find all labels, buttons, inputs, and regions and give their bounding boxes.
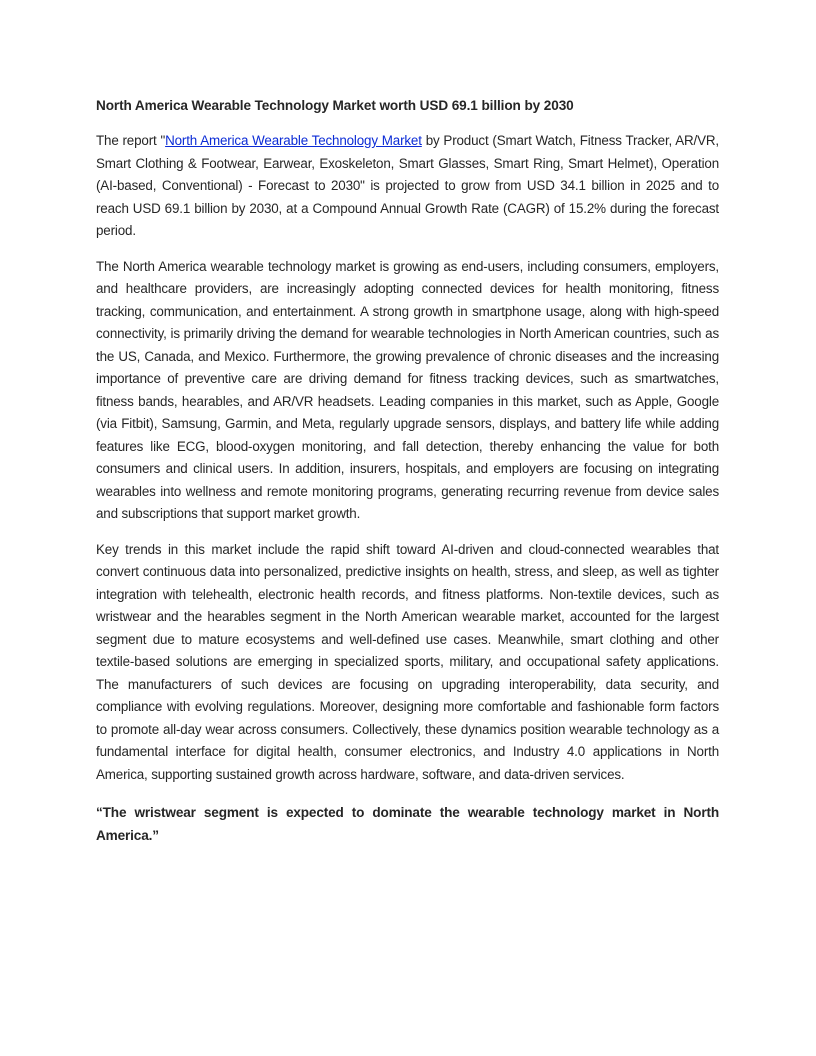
intro-prefix: The report "	[96, 133, 166, 148]
intro-paragraph	[96, 130, 719, 243]
intro-suffix: by Product (Smart Watch, Fitness Tracker, AR/VR, Smart Clothing & Footwear, Earwear, Exoskeleton, Smart Glasses, Smart Ring, Smart Helmet), Operation (AI-based, Conventional) - Forecast to 2030" is projected to grow from USD 34.1 billion in 2025 and to reach USD 69.1 billion by 2030, at a Compound Annual Growth Rate (CAGR) of 15.2% during the forecast period.	[96, 133, 719, 238]
report-link[interactable]: North America Wearable Technology Market	[165, 133, 422, 148]
document-title: North America Wearable Technology Market worth USD 69.1 billion by 2030	[96, 98, 574, 113]
key-trends-paragraph: Key trends in this market include the rapid shift toward AI-driven and cloud-connected wearables that convert continuous data into personalized, predictive insights on health, stress, and sleep, as well as tighter integration with telehealth, electronic health records, and fitness platforms. Non-textile devices, such as wristwear and the hearables segment in the North American wearable market, accounted for the largest segment due to mature ecosystems and well-defined use cases. Meanwhile, smart clothing and other textile-based solutions are emerging in specialized sports, military, and occupational safety applications. The manufacturers of such devices are focusing on upgrading interoperability, data security, and compliance with evolving regulations. Moreover, designing more comfortable and fashionable form factors to promote all-day wear across consumers. Collectively, these dynamics position wearable technology as a fundamental interface for digital health, consumer electronics, and Industry 4.0 applications in North America, supporting sustained growth across hardware, software, and data-driven services.	[96, 541, 719, 782]
market-drivers-paragraph: The North America wearable technology market is growing as end-users, including consumers, employers, and healthcare providers, are increasingly adopting connected devices for health monitoring, fitness tracking, communication, and entertainment. A strong growth in smartphone usage, along with high-speed connectivity, is primarily driving the demand for wearable technologies in North American countries, such as the US, Canada, and Mexico. Furthermore, the growing prevalence of chronic diseases and the increasing importance of preventive care are driving demand for fitness tracking devices, such as smartwatches, fitness bands, hearables, and AR/VR headsets. Leading companies in this market, such as Apple, Google (via Fitbit), Samsung, Garmin, and Meta, regularly upgrade sensors, displays, and battery life while adding features like ECG, blood-oxygen monitoring, and fall detection, thereby enhancing the value for both consumers and clinical users. In addition, insurers, hospitals, and employers are focusing on integrating wearables into wellness and remote monitoring programs, generating recurring revenue from device sales and subscriptions that support market growth.	[96, 258, 719, 521]
segment-quote-heading: “The wristwear segment is expected to dominate the wearable technology market in North America.”	[96, 805, 719, 843]
document-page	[96, 96, 719, 860]
